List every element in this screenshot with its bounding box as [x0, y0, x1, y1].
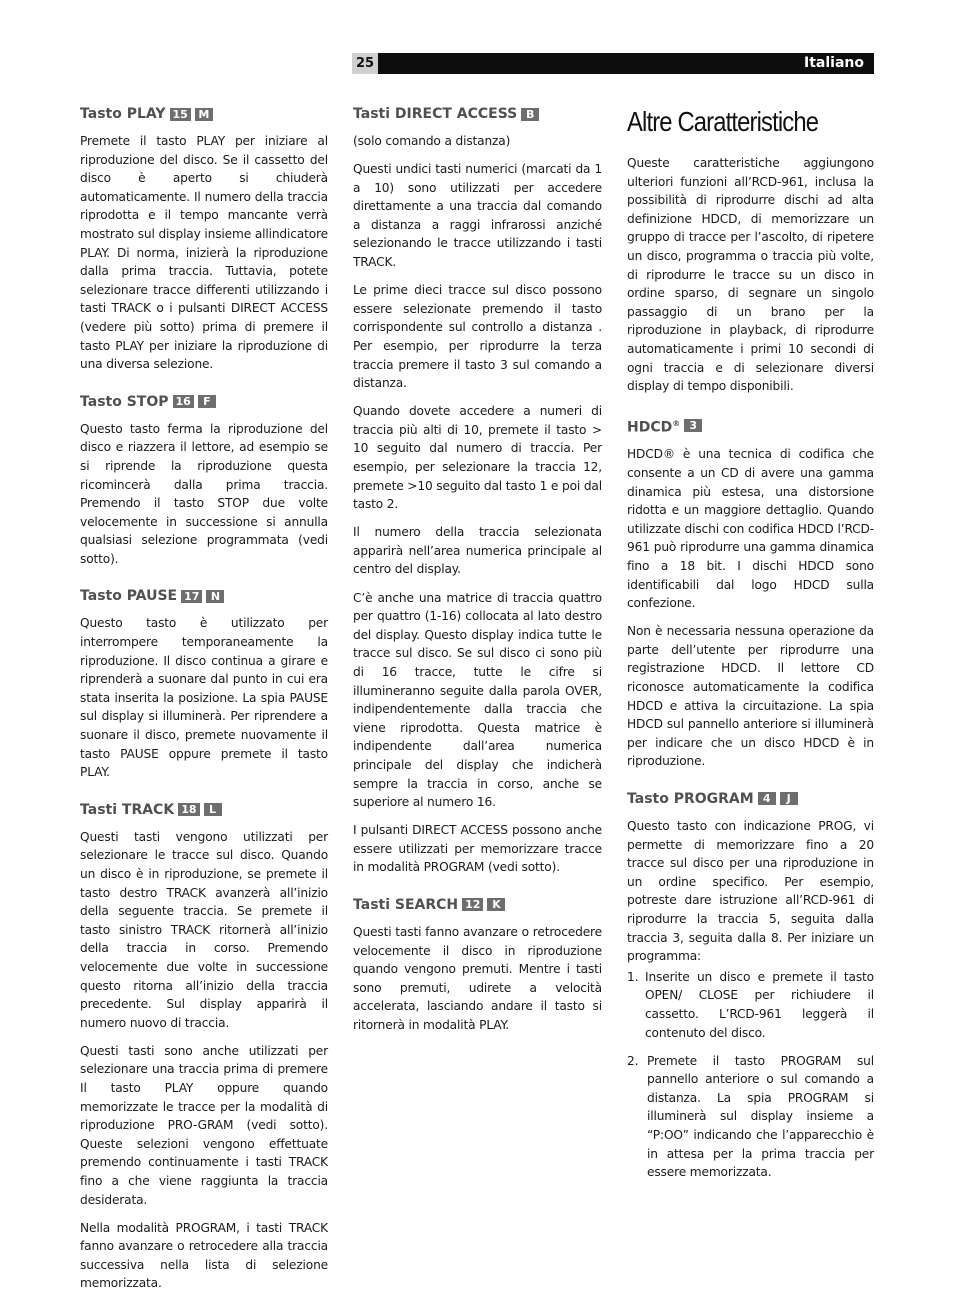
page-header-bar: [352, 53, 874, 74]
paragraph: Questi undici tasti numerici (marcati da 1 a 10) sono utilizzati per accedere direttamente a una traccia dal comando a distanza a raggi infrarossi anziché selezionando le tracce utilizzando i tasti TRACK.: [353, 162, 602, 270]
paragraph: Questi tasti fanno avanzare o retrocedere velocemente il disco in riproduzione quando vengono premuti. Mentre i tasti sono premuti, udirete a velocità accelerata, lasciando andare il tasto si ritornerà in modalità PLAY.: [353, 924, 602, 1032]
heading-play-text: Tasto PLAY: [80, 106, 166, 122]
badge-direct-access-remote: B: [521, 108, 539, 121]
paragraph: C’è anche una matrice di traccia quattro per quattro (1-16) collocata al lato destro del display. Questo display indica tutte le tracce sul disco. Se sul disco ci sono più di 16 tracce, tutte le cifre si illumineranno seguite dalla parola OVER, indipendentemente dalla traccia che viene riprodotta. Questa matrice è indipendente dall’area numerica principale del display che indicherà sempre la traccia in corso, anche se superiore al numero 16.: [353, 590, 602, 810]
badge-play-remote: M: [195, 108, 213, 121]
badge-program-remote: J: [780, 792, 798, 805]
paragraph: (solo comando a distanza): [353, 134, 511, 148]
heading-program: [627, 789, 874, 809]
heading-search: [353, 895, 602, 915]
heading-program-text: Tasto PROGRAM: [627, 790, 754, 807]
heading-direct-access: [353, 104, 602, 124]
badge-program-front: 4: [758, 792, 776, 805]
badge-search-front: 12: [462, 898, 483, 911]
list-item: 2. Premete il tasto PROGRAM sul pannello anteriore o sul comando a distanza. La spia PROGRAM si illuminerà sul display insieme a “P:OO” indicando che l’apparecchio è in attesa per la prima traccia per essere memorizzata.: [627, 1053, 874, 1180]
heading-stop: [80, 392, 328, 412]
paragraph: Queste caratteristiche aggiungono ulteriori funzioni all’RCD-961, inclusa la possibilità di riprodurre dischi ad alta definizione HDCD, di memorizzare un gruppo di tracce per l’ascolto, di ripetere un disco, programma o traccia più volte, di riprodurre le tracce su un disco in ordine sparso, di segnare un singolo passaggio di un brano per la riproduzione in playback, di riprodurre automaticamente i primi 10 secondi di ogni traccia e di selezionare diversi display di tempo disponibili.: [627, 156, 874, 394]
language-label: Italiano: [804, 55, 864, 71]
heading-pause-text: Tasto PAUSE: [80, 588, 178, 605]
paragraph: Il numero della traccia selezionata apparirà nell’area numerica principale al centro del display.: [353, 525, 602, 577]
heading-hdcd: [627, 414, 874, 438]
program-steps-list: [627, 968, 874, 1182]
column-3: [627, 104, 874, 1191]
paragraph: HDCD® è una tecnica di codifica che consente a un CD di avere una gamma dinamica più estesa, una distorsione ridotta e un maggiore dettaglio. Quando utilizzate dischi con codifica HDCD l’RCD-961 può riprodurre una gamma dinamica fino a 18 bit. I dischi HDCD sono identificabili dal logo HDCD sulla confezione.: [627, 447, 874, 611]
heading-stop-text: Tasto STOP: [80, 393, 169, 410]
column-1: [80, 104, 328, 1303]
paragraph: Premete il tasto PLAY per iniziare al riproduzione del disco. Se il cassetto del disco è aperto si chiuderà automaticamente. Il numero della traccia riprodotta e il tempo mancante verrà mostrato sul display insieme allindicatore PLAY. Di norma, inizierà la riproduzione dalla prima traccia. Tuttavia, potete selezionare tracce differenti utilizzando i tasti TRACK o i pulsanti DIRECT ACCESS (vedere più sotto) prima di premere il tasto PLAY per iniziare la riproduzione di una diversa selezione.: [80, 134, 328, 372]
paragraph: Le prime dieci tracce sul disco possono essere selezionate premendo il tasto corrispondente sul controllo a distanza . Per esempio, per riprodurre la terza traccia premere il tasto 3 sul comando a distanza.: [353, 283, 602, 391]
list-item: 1. Inserite un disco e premete il tasto OPEN/ CLOSE per richiudere il cassetto. L’RCD-961 leggerà il contenuto del disco.: [627, 969, 874, 1040]
heading-pause: [80, 586, 328, 606]
heading-play: [80, 104, 328, 124]
heading-track-text: Tasti TRACK: [80, 801, 175, 818]
badge-hdcd-front: 3: [684, 419, 702, 432]
paragraph: Non è necessaria nessuna operazione da parte dell’utente per riprodurre una registrazione HDCD. Il lettore CD riconosce automaticamente la codifica HDCD e attiva la circuitazione. La spia HDCD sul pannello anteriore si illuminerà per indicare che un disco HDCD è in riproduzione.: [627, 624, 874, 769]
badge-pause-remote: N: [206, 590, 224, 603]
paragraph: Nella modalità PROGRAM, i tasti TRACK fanno avanzare o retrocedere alla traccia successiva nella lista di selezione memorizzata.: [80, 1220, 328, 1291]
paragraph: I pulsanti DIRECT ACCESS possono anche essere utilizzati per memorizzare tracce in modalità PROGRAM (vedi sotto).: [353, 823, 602, 875]
page-number: 25: [352, 53, 378, 74]
section-title: Altre Caratteristiche: [627, 106, 819, 137]
badge-track-front: 18: [178, 803, 199, 816]
badge-stop-front: 16: [173, 395, 194, 408]
heading-track: [80, 800, 328, 820]
badge-play-front: 15: [170, 108, 191, 121]
heading-hdcd-text: HDCD®: [627, 418, 681, 436]
paragraph: Questo tasto è utilizzato per interrompere temporaneamente la riproduzione. Il disco continua a girare e riprenderà a suonare dal punto in cui era stata inserita la posizione. La spia PAUSE sul display si illuminerà. Per riprendere a suonare il disco, premete nuovamente il tasto PAUSE oppure premete il tasto PLAY.: [80, 616, 328, 780]
heading-search-text: Tasti SEARCH: [353, 896, 459, 913]
paragraph: Questo tasto con indicazione PROG, vi permette di memorizzare fino a 20 tracce sul disco per una riproduzione in un ordine specifico. Per esempio, potreste dare istruzione all’RCD-961 di riprodurre la traccia 5, seguita dalla traccia 3, seguita dalla 8. Per iniziare un programma:: [627, 818, 874, 964]
paragraph: Questo tasto ferma la riproduzione del disco e riazzera il lettore, ad esempio se si riprende la riproduzione questa ricomincerà dalla prima traccia. Premendo il tasto STOP due volte velocemente in successione si annulla qualsiasi selezione programmata (vedi sotto).: [80, 421, 328, 566]
heading-direct-access-text: Tasti DIRECT ACCESS: [353, 106, 518, 122]
paragraph: Questi tasti vengono utilizzati per selezionare le tracce sul disco. Quando un disco è in riproduzione, se premete il tasto destro TRACK avanzerà all’inizio della seguente traccia. Se premete il tasto sinistro TRACK ritornerà all’inizio della traccia in corso. Premendo velocemente due volte in successione questo ritorna all’inizio della traccia precedente. Sul display apparirà il numero nuovo di traccia.: [80, 829, 328, 1030]
badge-pause-front: 17: [181, 590, 202, 603]
paragraph: Quando dovete accedere a numeri di traccia più alti di 10, premete il tasto > 10 seguito dal numero di traccia. Per esempio, per selezionare la traccia 12, premete >10 seguito dal tasto 1 e poi dal tasto 2.: [353, 404, 602, 512]
badge-stop-remote: F: [198, 395, 216, 408]
column-2: [353, 104, 602, 1044]
badge-search-remote: K: [487, 898, 505, 911]
badge-track-remote: L: [204, 803, 222, 816]
paragraph: Questi tasti sono anche utilizzati per selezionare una traccia prima di premere Il tasto PLAY oppure quando memorizzate le tracce per la modalità di riproduzione PRO-GRAM (vedi sotto). Queste selezioni vengono effettuate premendo continuamente i tasti TRACK fino a che viene raggiunta la traccia desiderata.: [80, 1043, 328, 1207]
